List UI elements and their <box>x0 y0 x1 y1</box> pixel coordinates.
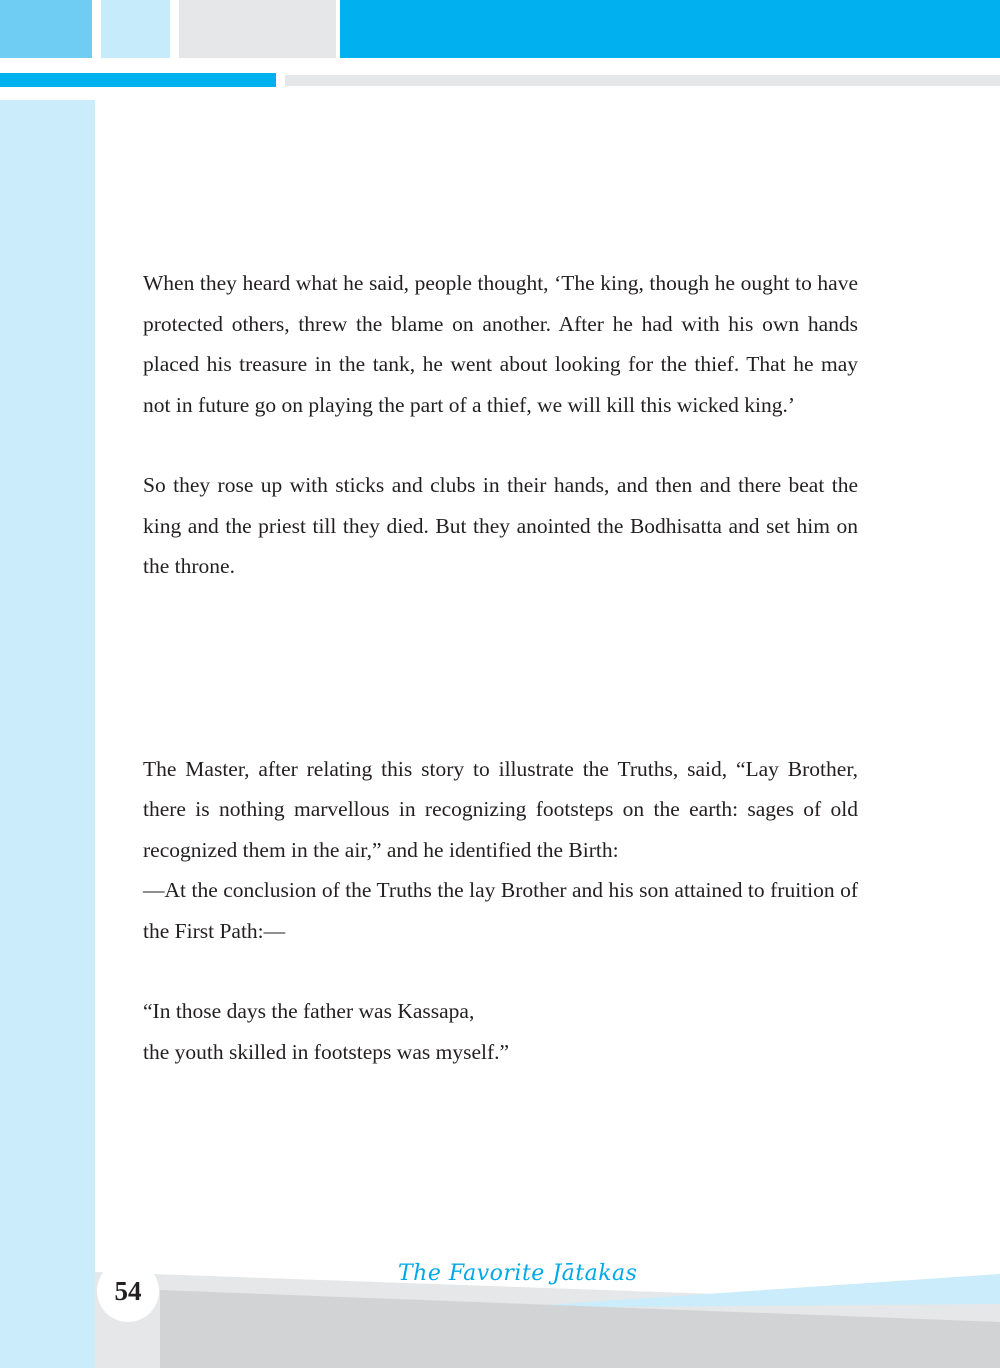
header-block-4 <box>340 0 1000 58</box>
side-strip <box>0 100 95 1368</box>
paragraph-4: —At the conclusion of the Truths the lay Brother and his son attained to fruition of the First Path:— <box>143 878 858 943</box>
paragraph-3: The Master, after relating this story to illustrate the Truths, said, “Lay Brother, there is nothing marvellous in recognizing footsteps on the earth: sages of old recognized them in the air,” and he identified the Birth: <box>143 756 858 862</box>
header-block-3 <box>179 0 336 58</box>
paragraph-1: When they heard what he said, people thought, ‘The king, though he ought to have protected others, threw the blame on another. After he had with his own hands placed his treasure in the tank, he went about looking for the thief. That he may not in future go on playing the part of a thief, we will kill this wicked king.’ <box>143 271 858 417</box>
header-rule-blue <box>0 73 276 87</box>
header-rule-grey <box>285 75 1000 86</box>
page-number: 54 <box>97 1260 159 1322</box>
header-block-2 <box>101 0 170 58</box>
verse: “In those days the father was Kassapa, the youth skilled in footsteps was myself.” <box>143 999 510 1064</box>
page-body <box>143 263 858 1072</box>
header-block-1 <box>0 0 92 58</box>
paragraph-2: So they rose up with sticks and clubs in their hands, and then and there beat the king and the priest till they died. But they anointed the Bodhisatta and set him on the throne. <box>143 473 858 578</box>
book-title: The Favorite Jātakas <box>398 1261 638 1286</box>
